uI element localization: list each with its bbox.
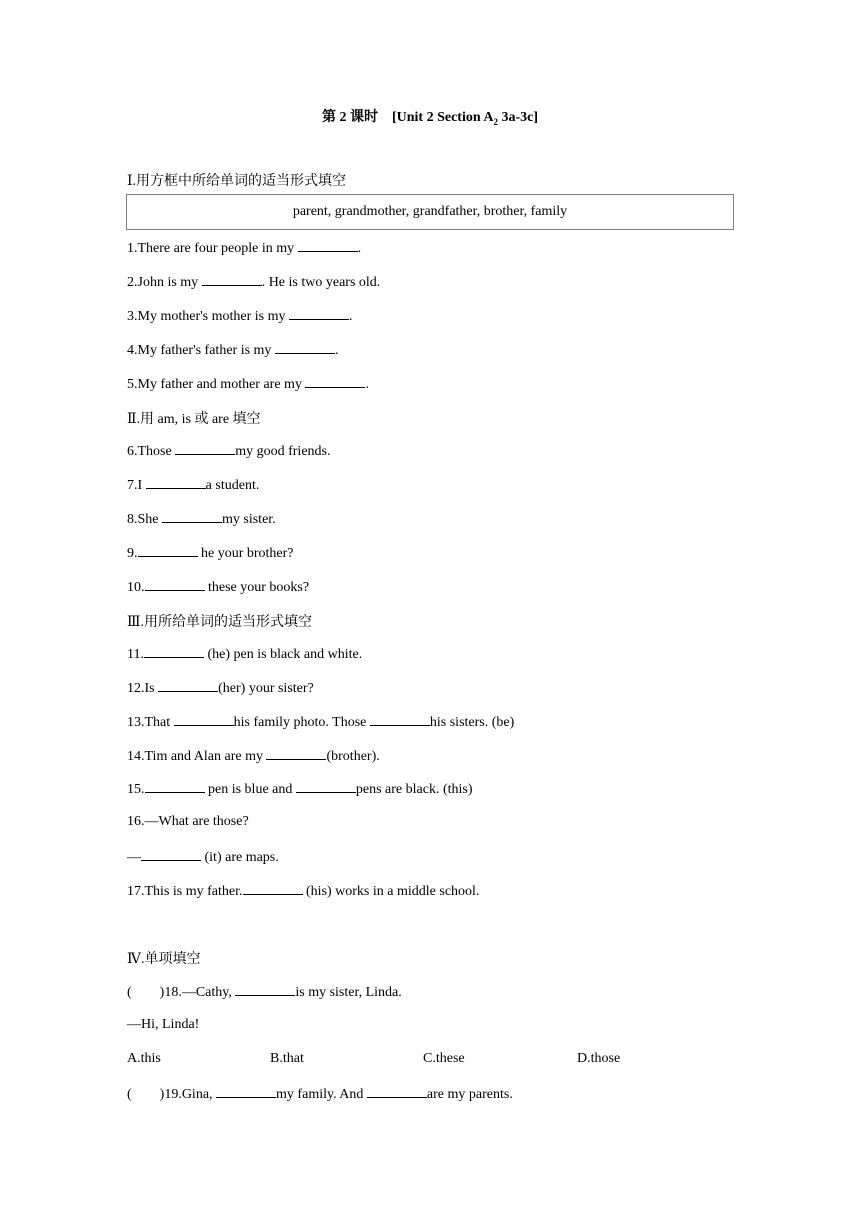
- question-9: 9. he your brother?: [127, 546, 294, 561]
- question-13: 13.That his family photo. Those his sisters. (be): [127, 715, 515, 730]
- option-d[interactable]: D.those: [577, 1051, 621, 1066]
- question-16: 16.—What are those?: [127, 814, 249, 829]
- question-8: 8.She my sister.: [127, 512, 276, 527]
- question-3: 3.My mother's mother is my .: [127, 309, 353, 324]
- answer-blank[interactable]: [275, 341, 335, 354]
- answer-blank[interactable]: [175, 442, 235, 455]
- answer-blank[interactable]: [289, 307, 349, 320]
- question-15: 15. pen is blue and pens are black. (this): [127, 782, 473, 797]
- option-c[interactable]: C.these: [423, 1051, 465, 1066]
- answer-blank[interactable]: [202, 273, 262, 286]
- question-4: 4.My father's father is my .: [127, 343, 339, 358]
- answer-blank[interactable]: [158, 679, 218, 692]
- question-18: ( )18.—Cathy, is my sister, Linda.: [127, 985, 402, 1000]
- question-12: 12.Is (her) your sister?: [127, 681, 314, 696]
- answer-blank[interactable]: [141, 848, 201, 861]
- question-16-answer: — (it) are maps.: [127, 850, 279, 865]
- question-11: 11. (he) pen is black and white.: [127, 647, 363, 662]
- section-3-heading: Ⅲ.用所给单词的适当形式填空: [127, 615, 313, 630]
- answer-blank[interactable]: [174, 713, 234, 726]
- section-1-heading: Ⅰ.用方框中所给单词的适当形式填空: [127, 174, 347, 189]
- word-box-text: parent, grandmother, grandfather, brother, family: [292, 204, 568, 219]
- page-title: 第 2 课时 [Unit 2 Section $A_2$ 3a-3c]: [321, 110, 539, 127]
- answer-blank[interactable]: [305, 375, 365, 388]
- answer-blank[interactable]: [296, 780, 356, 793]
- answer-blank[interactable]: [243, 882, 303, 895]
- question-2: 2.John is my . He is two years old.: [127, 275, 381, 290]
- answer-blank[interactable]: [216, 1085, 276, 1098]
- word-box: [126, 194, 734, 230]
- section-4-heading: Ⅳ.单项填空: [127, 952, 201, 967]
- question-5: 5.My father and mother are my .: [127, 377, 369, 392]
- question-10: 10. these your books?: [127, 580, 310, 595]
- answer-blank[interactable]: [266, 747, 326, 760]
- question-19: ( )19.Gina, my family. And are my parents.: [127, 1087, 513, 1102]
- question-18-reply: —Hi, Linda!: [127, 1017, 200, 1032]
- answer-blank[interactable]: [298, 239, 358, 252]
- answer-blank[interactable]: [144, 645, 204, 658]
- answer-blank[interactable]: [162, 510, 222, 523]
- question-1: 1.There are four people in my .: [127, 241, 362, 256]
- question-14: 14.Tim and Alan are my (brother).: [127, 749, 380, 764]
- answer-blank[interactable]: [235, 983, 295, 996]
- answer-blank[interactable]: [146, 476, 206, 489]
- option-b[interactable]: B.that: [270, 1051, 304, 1066]
- answer-blank[interactable]: [145, 578, 205, 591]
- option-a[interactable]: A.this: [127, 1051, 161, 1066]
- answer-blank[interactable]: [367, 1085, 427, 1098]
- question-7: 7.I a student.: [127, 478, 260, 493]
- section-2-heading: Ⅱ.用 am, is 或 are 填空: [127, 412, 261, 427]
- answer-blank[interactable]: [370, 713, 430, 726]
- answer-blank[interactable]: [145, 780, 205, 793]
- question-17: 17.This is my father. (his) works in a middle school.: [127, 884, 480, 899]
- question-6: 6.Those my good friends.: [127, 444, 331, 459]
- answer-blank[interactable]: [138, 544, 198, 557]
